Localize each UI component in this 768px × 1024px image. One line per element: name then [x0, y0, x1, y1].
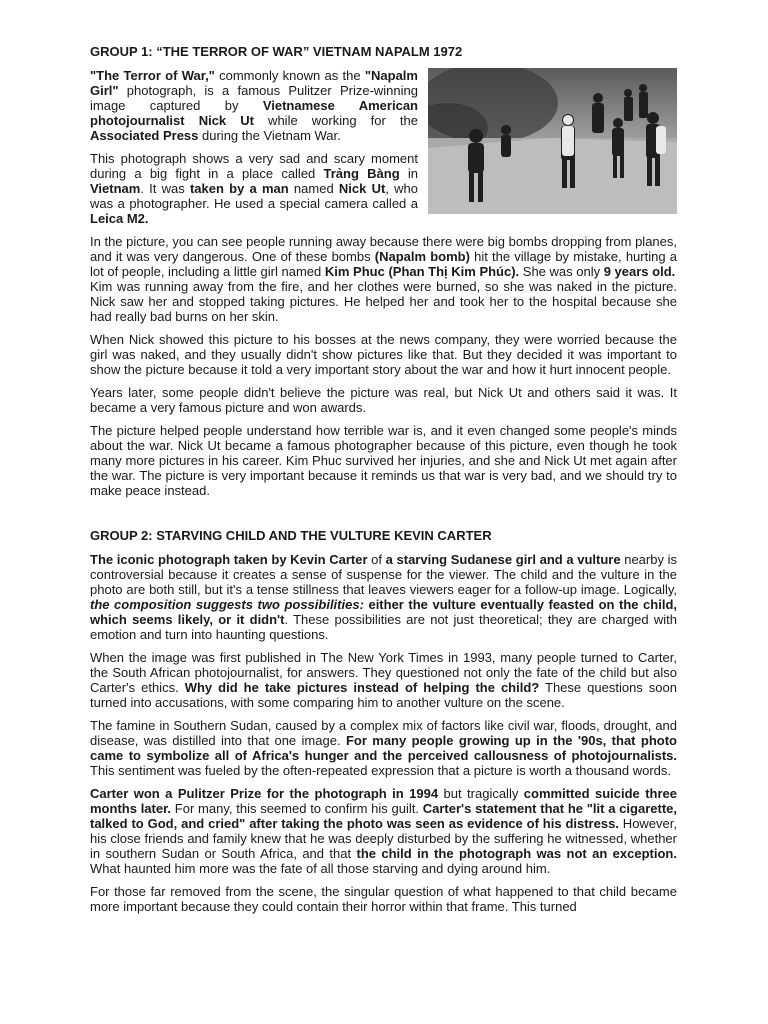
text-run: For many, this seemed to confirm his guilt.	[171, 801, 423, 816]
text-run: Leica M2.	[90, 211, 149, 226]
text-run: Vietnamese American photojournalist Nick Ut	[90, 98, 418, 128]
text-run: In the picture, you can see people running away because there were big bombs dropping from planes, and it was very dangerous. One of these bombs	[90, 234, 677, 264]
text-run: . It was	[140, 181, 190, 196]
document-page	[90, 44, 677, 922]
text-run: This photograph shows a very sad and scary moment during a big fight in a place called	[90, 151, 418, 181]
text-run: Carter's statement that he "lit a cigarette, talked to God, and cried" after taking the photo was seen as evidence of his distress.	[90, 801, 677, 831]
group2-paragraph-2	[90, 650, 677, 710]
text-run: while working for the	[253, 113, 418, 128]
text-run: These questions soon turned into accusations, with some comparing him to another vulture on the scene.	[90, 680, 677, 710]
text-run: commonly known as the	[214, 68, 365, 83]
text-run: the composition suggests two possibilities:	[90, 597, 364, 612]
text-run: photograph, is a famous Pulitzer Prize-winning image captured by	[90, 83, 418, 113]
group1-paragraph-3	[90, 234, 677, 279]
text-run: but tragically	[438, 786, 524, 801]
group1-intro	[90, 68, 677, 226]
text-run: taken by a man	[189, 181, 289, 196]
group1-paragraph-3b: Kim was running away from the fire, and her clothes were burned, so she was naked in the picture. Nick saw her and stopped taking pictures. He helped her and took her to the hospital because she had really bad burns on her skin.	[90, 279, 677, 324]
text-run: in	[399, 166, 418, 181]
group2-heading: GROUP 2: STARVING CHILD AND THE VULTURE KEVIN CARTER	[90, 528, 492, 543]
text-run: "Napalm Girl"	[90, 68, 418, 98]
text-run: named	[288, 181, 339, 196]
text-run: Associated Press	[90, 128, 199, 143]
text-run: the child in the photograph was not an exception.	[356, 846, 677, 861]
group2-paragraph-1	[90, 552, 677, 642]
text-run: a starving Sudanese girl and a vulture	[385, 552, 621, 567]
group2-paragraph-3	[90, 718, 677, 778]
text-run: However, his close friends and family knew that he was deeply disturbed by the suffering he witnessed, whether in southern Sudan or South Africa, and that	[90, 816, 677, 861]
text-run: For many people growing up in the '90s, that photo came to symbolize all of Africa's hunger and the perceived callousness of photojournalists.	[90, 733, 677, 763]
text-run: This sentiment was fueled by the often-repeated expression that a picture is worth a thousand words.	[90, 763, 671, 778]
text-run: "The Terror of War,"	[90, 68, 215, 83]
photo-illustration	[428, 68, 677, 214]
text-run: Kim Phuc (Phan Thị Kim Phúc).	[324, 264, 520, 279]
text-run: Trảng Bàng	[323, 166, 400, 181]
napalm-girl-photo	[428, 68, 677, 214]
text-run: (Napalm bomb)	[374, 249, 470, 264]
text-run: Why did he take pictures instead of helping the child?	[184, 680, 540, 695]
text-run: either the vulture eventually feasted on the child, which seems likely, or it didn't	[90, 597, 677, 627]
group2-paragraph-4	[90, 786, 677, 876]
group1-paragraph-5: Years later, some people didn't believe the picture was real, but Nick Ut and others said it was. It became a very famous picture and won awards.	[90, 385, 677, 415]
group1-paragraph-4: When Nick showed this picture to his bosses at the news company, they were worried because the girl was naked, and they usually didn't show pictures like that. But they decided it was important to show the picture because it told a very important story about the war and how it hurt innocent people.	[90, 332, 677, 377]
text-run: . These possibilities are not just theoretical; they are charged with emotion and turn into haunting questions.	[90, 612, 677, 642]
text-run: Carter won a Pulitzer Prize for the photograph in 1994	[90, 786, 439, 801]
text-run: Nick Ut	[338, 181, 386, 196]
text-run: during the Vietnam War.	[198, 128, 341, 143]
text-run: committed suicide three months later.	[90, 786, 678, 816]
text-run: 9 years old.	[603, 264, 676, 279]
text-run: , who was a photographer. He used a special camera called a	[90, 181, 418, 211]
text-run: of	[367, 552, 386, 567]
text-run: She was only	[519, 264, 604, 279]
text-run: Vietnam	[90, 181, 141, 196]
text-run: When the image was first published in The New York Times in 1993, many people turned to Carter, the South African photojournalist, for answers. They questioned not only the fate of the child but also Carter's ethics.	[90, 650, 677, 695]
text-run: nearby is controversial because it creates a sense of suspense for the viewer. The child and the vulture in the photo are both still, but it's a tense stillness that leaves viewers eager for a follow-up image. Logically,	[90, 552, 677, 597]
group2-paragraph-5: For those far removed from the scene, the singular question of what happened to that child became more important because they could contain their horror within that frame. This turned	[90, 884, 677, 914]
group1-heading: GROUP 1: “THE TERROR OF WAR” VIETNAM NAPALM 1972	[90, 44, 463, 59]
group1-paragraph-6: The picture helped people understand how terrible war is, and it even changed some people's minds about the war. Nick Ut became a famous photographer because of this picture, even though he took many more pictures in his career. Kim Phuc survived her injuries, and she and Nick Ut met again after the war. The picture is very important because it reminds us that war is very bad, and we should try to make peace instead.	[90, 423, 677, 498]
text-run: hit the village by mistake, hurting a lot of people, including a little girl named	[90, 249, 677, 279]
text-run: What haunted him more was the fate of all those starving and dying around him.	[90, 861, 551, 876]
text-run: The iconic photograph taken by Kevin Carter	[90, 552, 368, 567]
text-run: The famine in Southern Sudan, caused by a complex mix of factors like civil war, floods, drought, and disease, was distilled into that one image.	[90, 718, 677, 748]
